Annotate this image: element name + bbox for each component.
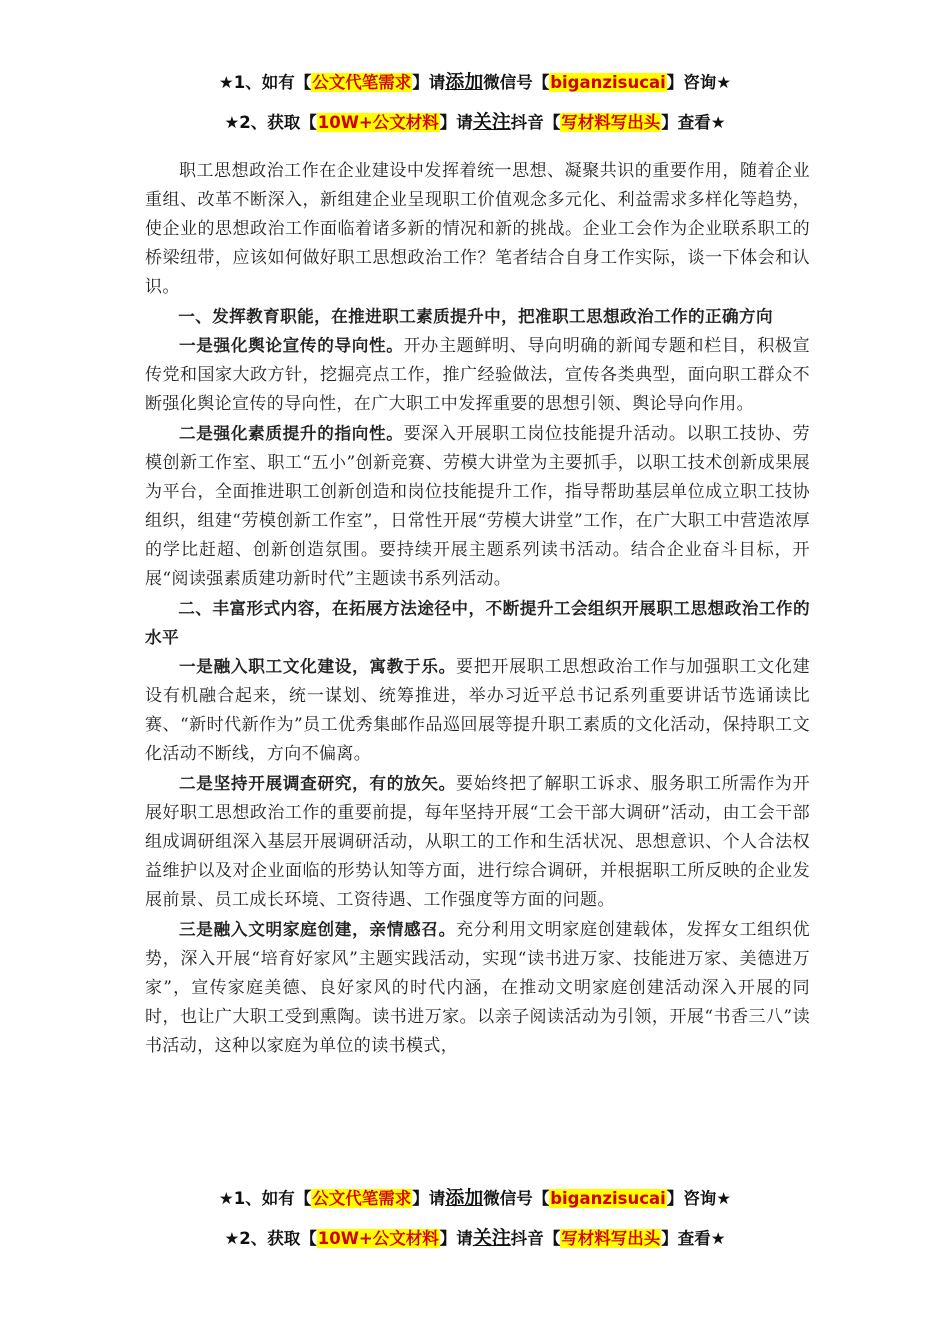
banner-text: 】咨询★ bbox=[666, 73, 732, 92]
paragraph-lead: 二是强化素质提升的指向性。 bbox=[179, 424, 404, 443]
promo-banner-bottom-line2 bbox=[0, 1226, 950, 1251]
highlight-wechat-id: biganzisucai bbox=[550, 1189, 666, 1208]
promo-banner-top-line2 bbox=[0, 110, 950, 135]
emphasis-add: 添加 bbox=[445, 1187, 484, 1209]
banner-text: 】请 bbox=[439, 113, 473, 132]
paragraph-5 bbox=[145, 915, 810, 1061]
banner-text: 微信号【 bbox=[483, 1189, 550, 1208]
emphasis-follow: 关注 bbox=[472, 1227, 511, 1249]
intro-paragraph: 职工思想政治工作在企业建设中发挥着统一思想、凝聚共识的重要作用，随着企业重组、改革不断深入，新组建企业呈现职工价值观念多元化、利益需求多样化等趋势，使企业的思想政治工作面临着诸多新的情况和新的挑战。企业工会作为企业联系职工的桥梁纽带，应该如何做好职工思想政治工作？笔者结合自身工作实际，谈一下体会和认识。 bbox=[145, 161, 810, 297]
paragraph-3 bbox=[145, 652, 810, 769]
banner-text: 】请 bbox=[412, 1189, 446, 1208]
highlight-materials: 10W+公文材料 bbox=[317, 113, 439, 132]
highlight-wechat-id: biganzisucai bbox=[550, 73, 666, 92]
paragraph-1 bbox=[145, 331, 810, 419]
emphasis-follow: 关注 bbox=[472, 111, 511, 133]
paragraph-text: 充分利用文明家庭创建载体，发挥女工组织优势，深入开展“培育好家风”主题实践活动，实现“读书进万家、技能进万家、美德进万家”，宣传家庭美德、良好家风的时代内涵，在推动文明家庭创建活动深入开展的同时，也让广大职工受到熏陶。读书进万家。以亲子阅读活动为引领，开展“书香三八”读书活动，这种以家庭为单位的读书模式， bbox=[145, 920, 811, 1056]
paragraph-text: 要始终把了解职工诉求、服务职工所需作为开展好职工思想政治工作的重要前提，每年坚持开展“工会干部大调研”活动，由工会干部组成调研组深入基层开展调研活动，从职工的工作和生活状况、思想意识、个人合法权益维护以及对企业面临的形势认知等方面，进行综合调研，并根据职工所反映的企业发展前景、员工成长环境、工资待遇、工作强度等方面的问题。 bbox=[145, 774, 811, 910]
highlight-service: 公文代笔需求 bbox=[312, 1189, 412, 1208]
banner-text: ★1、如有【 bbox=[218, 73, 312, 92]
banner-text: ★2、获取【 bbox=[224, 1229, 317, 1248]
article-body bbox=[145, 157, 810, 1061]
banner-text: 】查看★ bbox=[661, 113, 726, 132]
paragraph-2 bbox=[145, 419, 810, 594]
paragraph-lead: 一是强化舆论宣传的导向性。 bbox=[179, 336, 404, 355]
banner-text: ★2、获取【 bbox=[224, 113, 317, 132]
paragraph-text: 开办主题鲜明、导向明确的新闻专题和栏目，积极宣传党和国家大政方针，挖掘亮点工作，推广经验做法，宣传各类典型，面向职工群众不断强化舆论宣传的导向性，在广大职工中发挥重要的思想引领、舆论导向作用。 bbox=[145, 336, 810, 414]
paragraph-lead: 二是坚持开展调查研究，有的放矢。 bbox=[179, 774, 456, 793]
banner-text: 】咨询★ bbox=[666, 1189, 732, 1208]
promo-banner-bottom-line1 bbox=[0, 1186, 950, 1211]
banner-text: 】查看★ bbox=[661, 1229, 726, 1248]
banner-text: 】请 bbox=[412, 73, 446, 92]
paragraph-text: 要把开展职工思想政治工作与加强职工文化建设有机融合起来，统一谋划、统筹推进，举办习近平总书记系列重要讲话节选诵读比赛、“新时代新作为”员工优秀集邮作品巡回展等提升职工素质的文化活动，保持职工文化活动不断线，方向不偏离。 bbox=[145, 657, 811, 764]
paragraph-4 bbox=[145, 769, 810, 915]
paragraph-lead: 三是融入文明家庭创建，亲情感召。 bbox=[179, 920, 456, 939]
section-heading-2: 二、丰富形式内容，在拓展方法途径中，不断提升工会组织开展职工思想政治工作的水平 bbox=[145, 599, 810, 647]
banner-text: 抖音【 bbox=[510, 1229, 561, 1248]
highlight-service: 公文代笔需求 bbox=[312, 73, 412, 92]
highlight-douyin-account: 写材料写出头 bbox=[561, 113, 661, 132]
highlight-douyin-account: 写材料写出头 bbox=[561, 1229, 661, 1248]
emphasis-add: 添加 bbox=[445, 71, 484, 93]
banner-text: 】请 bbox=[439, 1229, 473, 1248]
section-heading-1: 一、发挥教育职能，在推进职工素质提升中，把准职工思想政治工作的正确方向 bbox=[178, 307, 773, 326]
banner-text: 微信号【 bbox=[483, 73, 550, 92]
promo-banner-top-line1 bbox=[0, 70, 950, 95]
banner-text: ★1、如有【 bbox=[218, 1189, 312, 1208]
banner-text: 抖音【 bbox=[510, 113, 561, 132]
paragraph-lead: 一是融入职工文化建设，寓教于乐。 bbox=[179, 657, 456, 676]
highlight-materials: 10W+公文材料 bbox=[317, 1229, 439, 1248]
paragraph-text: 要深入开展职工岗位技能提升活动。以职工技协、劳模创新工作室、职工“五小”创新竞赛、劳模大讲堂为主要抓手，以职工技术创新成果展为平台，全面推进职工创新创造和岗位技能提升工作，指导帮助基层单位成立职工技协组织，组建“劳模创新工作室”，日常性开展“劳模大讲堂”工作，在广大职工中营造浓厚的学比赶超、创新创造氛围。要持续开展主题系列读书活动。结合企业奋斗目标，开展“阅读强素质建功新时代”主题读书系列活动。 bbox=[145, 424, 810, 589]
